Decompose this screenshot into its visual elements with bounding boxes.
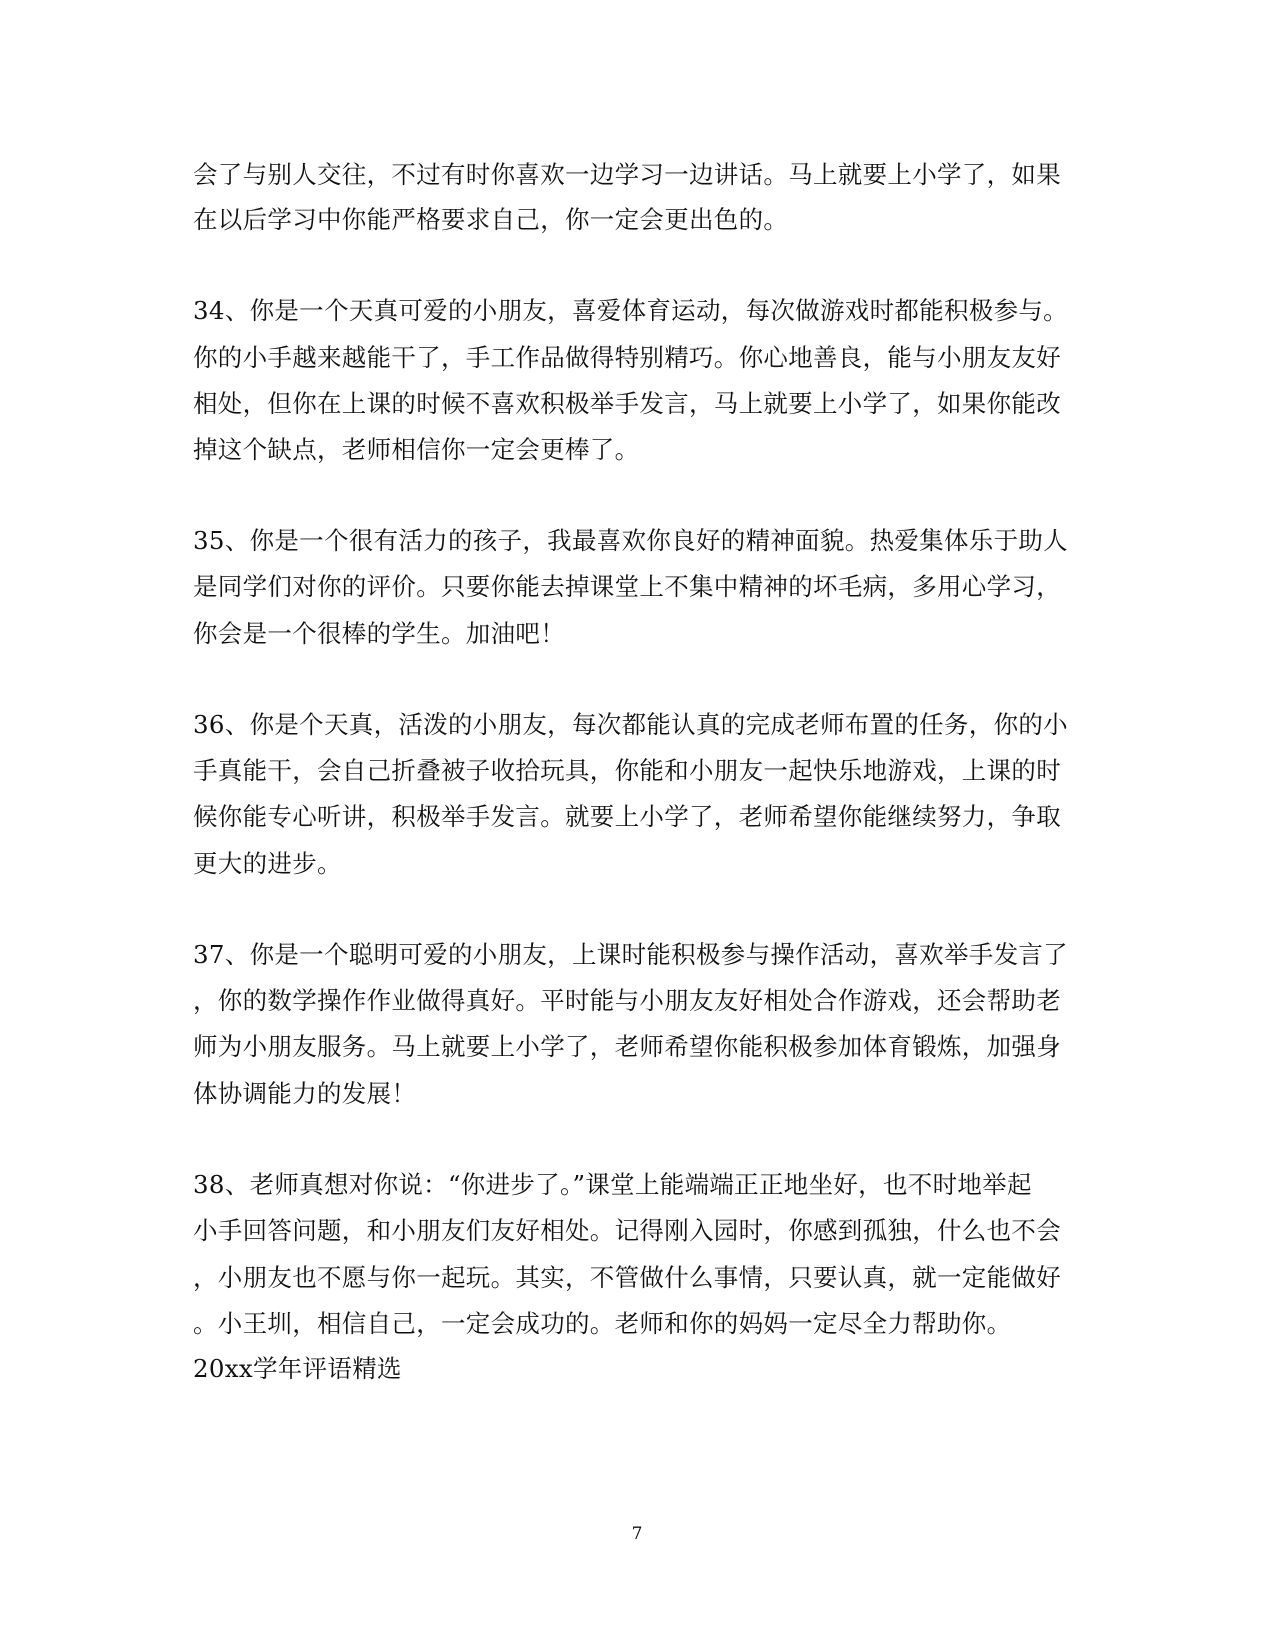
text-line: 候你能专心听讲，积极举手发言。就要上小学了，老师希望你能继续努力，争取 [193, 802, 1061, 831]
text-line: 是同学们对你的评价。只要你能去掉课堂上不集中精神的坏毛病，多用心学习， [193, 572, 1061, 601]
text-line: 掉这个缺点，老师相信你一定会更棒了。 [193, 435, 640, 464]
text-line: 你的小手越来越能干了，手工作品做得特别精巧。你心地善良，能与小朋友友好 [193, 343, 1061, 372]
text-line: 35、你是一个很有活力的孩子，我最喜欢你良好的精神面貌。热爱集体乐于助人 [193, 526, 1068, 555]
text-line: 师为小朋友服务。马上就要上小学了，老师希望你能积极参加体育锻炼，加强身 [193, 1032, 1061, 1061]
text-line: 手真能干，会自己折叠被子收拾玩具，你能和小朋友一起快乐地游戏，上课的时 [193, 756, 1061, 785]
page-number: 7 [631, 1524, 643, 1544]
text-line: 会了与别人交往，不过有时你喜欢一边学习一边讲话。马上就要上小学了，如果 [193, 160, 1061, 189]
text-line: 更大的进步。 [193, 849, 342, 878]
text-line: 体协调能力的发展！ [193, 1079, 417, 1108]
text-line: ，小朋友也不愿与你一起玩。其实，不管做什么事情，只要认真，就一定能做好 [193, 1263, 1061, 1292]
text-line: 38、老师真想对你说：“你进步了。”课堂上能端端正正地坐好，也不时地举起 [193, 1170, 1032, 1199]
text-line: 你会是一个很棒的学生。加油吧！ [193, 619, 565, 648]
text-line: 36、你是个天真，活泼的小朋友，每次都能认真的完成老师布置的任务，你的小 [193, 710, 1068, 739]
text-line: 20xx学年评语精选 [193, 1354, 402, 1383]
text-line: 在以后学习中你能严格要求自己，你一定会更出色的。 [193, 205, 789, 234]
text-line: ，你的数学操作作业做得真好。平时能与小朋友友好相处合作游戏，还会帮助老 [193, 986, 1061, 1015]
text-line: 。小王圳，相信自己，一定会成功的。老师和你的妈妈一定尽全力帮助你。 [193, 1309, 1012, 1338]
text-line: 相处，但你在上课的时候不喜欢积极举手发言，马上就要上小学了，如果你能改 [193, 389, 1061, 418]
text-line: 小手回答问题，和小朋友们友好相处。记得刚入园时，你感到孤独，什么也不会 [193, 1216, 1061, 1245]
text-line: 34、你是一个天真可爱的小朋友，喜爱体育运动，每次做游戏时都能积极参与。 [193, 296, 1068, 325]
text-line: 37、你是一个聪明可爱的小朋友，上课时能积极参与操作活动，喜欢举手发言了 [193, 940, 1068, 969]
